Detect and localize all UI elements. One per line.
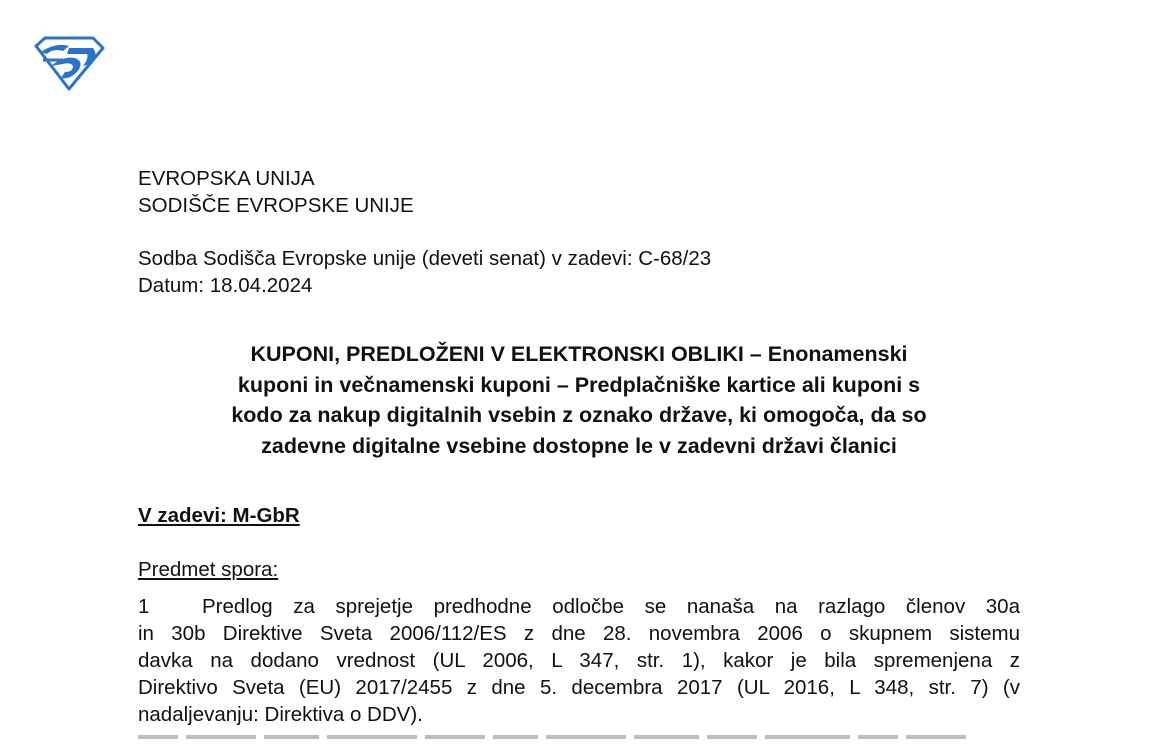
partial-next-line <box>138 735 1018 745</box>
paragraph-line: davka na dodano vrednost (UL 2006, L 347, str. 1), kakor je bila spremenjena z <box>138 649 1020 672</box>
title-line: kodo za nakup digitalnih vsebin z oznako države, ki omogoča, da so <box>231 403 927 427</box>
paragraph-line: nadaljevanju: Direktiva o DDV). <box>138 703 423 726</box>
header-court: SODIŠČE EVROPSKE UNIJE <box>138 194 414 217</box>
court-logo-icon <box>33 36 105 92</box>
paragraph-text: Predlog za sprejetje predhodne odločbe se nanaša na razlago členov 30a <box>202 595 1020 618</box>
paragraph-line: Direktivo Sveta (EU) 2017/2455 z dne 5. decembra 2017 (UL 2016, L 348, str. 7) (v <box>138 676 1020 699</box>
document-title <box>138 339 1020 461</box>
paragraph-1 <box>138 593 1020 728</box>
title-line: KUPONI, PREDLOŽENI V ELEKTRONSKI OBLIKI – Enonamenski <box>250 342 908 366</box>
header-union: EVROPSKA UNIJA <box>138 167 315 190</box>
paragraph-line: in 30b Direktive Sveta 2006/112/ES z dne 28. novembra 2006 o skupnem sistemu <box>138 622 1020 645</box>
paragraph-number: 1 <box>138 595 150 618</box>
case-judgment: Sodba Sodišča Evropske unije (deveti senat) v zadevi: C-68/23 <box>138 247 712 270</box>
title-line: kuponi in večnamenski kuponi – Predplačniške kartice ali kuponi s <box>237 372 921 397</box>
case-date: Datum: 18.04.2024 <box>138 274 313 297</box>
matter-heading: V zadevi: M-GbR <box>138 504 300 527</box>
subject-heading: Predmet spora: <box>138 558 279 581</box>
paragraph-line <box>138 593 1020 620</box>
title-line: zadevne digitalne vsebine dostopne le v zadevni državi članici <box>261 433 897 458</box>
